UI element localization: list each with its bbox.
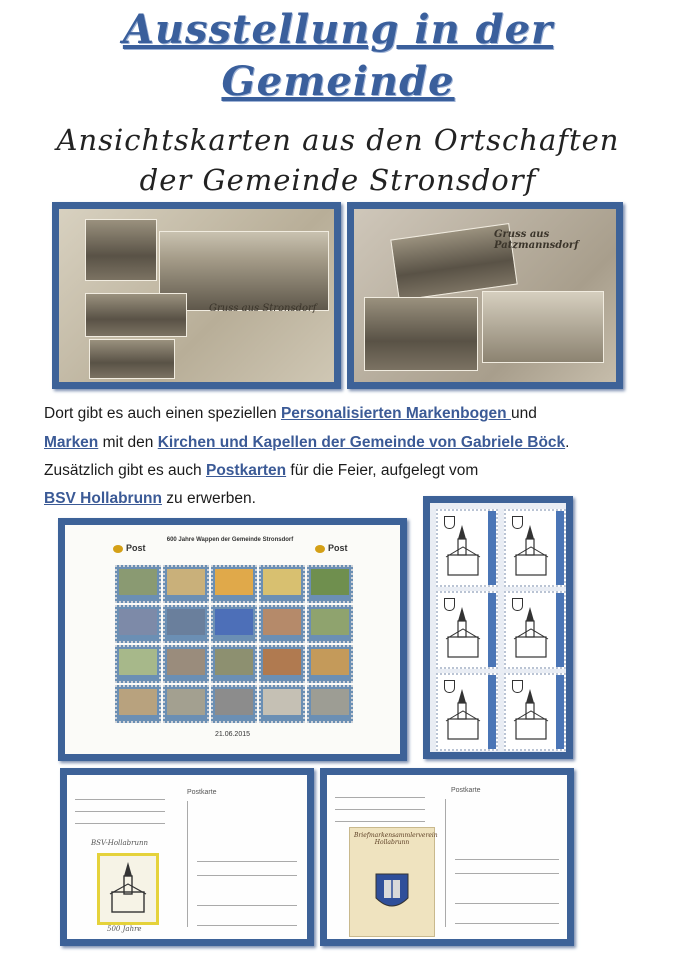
- stamp: [307, 645, 353, 683]
- club-name: Briefmarkensammlerverein Hollabrunn: [354, 832, 438, 846]
- stamp: [259, 685, 305, 723]
- page-title-line1: Ausstellung in der: [122, 6, 554, 53]
- post-logo-left: Post: [113, 543, 146, 553]
- stamp: [115, 685, 161, 723]
- post-horn-icon: [315, 545, 325, 553]
- stamp: [163, 645, 209, 683]
- village-photo: [85, 293, 187, 337]
- text-plain: und: [510, 405, 537, 422]
- address-line: [455, 859, 559, 860]
- stamp: [115, 605, 161, 643]
- church-stamps-block: [423, 496, 573, 759]
- stamp: [259, 565, 305, 603]
- stamp: [211, 605, 257, 643]
- card1-caption: Gruss aus Stronsdorf: [209, 303, 317, 314]
- church-stamp: [504, 673, 566, 751]
- stamp: [307, 605, 353, 643]
- link-postkarten[interactable]: Postkarten: [205, 462, 287, 479]
- stamp: [211, 685, 257, 723]
- church-stamp-grid: [430, 503, 566, 752]
- address-line: [335, 809, 425, 810]
- stamp: [259, 645, 305, 683]
- address-line: [75, 799, 165, 800]
- address-line: [455, 923, 559, 924]
- text-line-3: [44, 457, 644, 485]
- school-photo: [89, 339, 175, 379]
- church-stamp: [436, 509, 498, 587]
- text-plain: .: [565, 434, 570, 451]
- text-line-2: [44, 429, 644, 457]
- stamp: [115, 645, 161, 683]
- stamp: [163, 605, 209, 643]
- subtitle-line1: Ansichtskarten aus den Ortschaften: [56, 123, 620, 157]
- postcard-briefmarkenverein: [320, 768, 574, 946]
- post-logo-right: Post: [315, 543, 348, 553]
- church-stamp: [436, 673, 498, 751]
- church-photo-2: [364, 297, 478, 371]
- address-line: [455, 903, 559, 904]
- divider-line: [187, 801, 188, 927]
- church-stamp: [436, 591, 498, 669]
- stamp-design-box: [349, 827, 438, 937]
- link-personalisierter-markenbogen[interactable]: Personalisierten Markenbogen: [280, 405, 511, 422]
- page-title-line2: Gemeinde: [221, 58, 455, 105]
- link-marken[interactable]: Marken: [44, 434, 99, 451]
- address-line: [75, 823, 165, 824]
- text-plain: Dort gibt es auch einen speziellen: [44, 405, 281, 422]
- church-stamp: [504, 509, 566, 587]
- anniversary-text: 500 Jahre: [107, 925, 142, 933]
- landscape-photo: [482, 291, 604, 363]
- text-plain: mit den: [98, 434, 158, 451]
- stamp: [163, 565, 209, 603]
- stamp: [307, 565, 353, 603]
- divider-line: [445, 799, 446, 927]
- postcard-bsv-hollabrunn: [60, 768, 314, 946]
- postcard-title: Postkarte: [187, 789, 217, 796]
- address-line: [335, 797, 425, 798]
- stamp: [163, 685, 209, 723]
- church-stamp: [504, 591, 566, 669]
- text-plain: für die Feier, aufgelegt vom: [286, 462, 479, 479]
- stamp: [211, 645, 257, 683]
- stamp-design-box: [97, 853, 159, 925]
- address-line: [197, 875, 297, 876]
- address-line: [455, 873, 559, 874]
- postcard-title: Postkarte: [451, 787, 481, 794]
- text-line-1: [44, 400, 644, 428]
- stamp: [211, 565, 257, 603]
- personalized-stamp-sheet: [58, 518, 407, 761]
- stamp: [307, 685, 353, 723]
- stamp: [259, 605, 305, 643]
- sheet-date: 21.06.2015: [214, 731, 251, 738]
- club-name: BSV-Hollabrunn: [91, 839, 149, 847]
- vintage-postcard-patzmannsdorf: [347, 202, 623, 389]
- address-line: [75, 811, 165, 812]
- link-bsv-hollabrunn[interactable]: BSV Hollabrunn: [44, 490, 162, 507]
- card2-caption: Gruss aus Patzmannsdorf: [494, 229, 579, 251]
- sheet-heading: 600 Jahre Wappen der Gemeinde Stronsdorf: [166, 537, 294, 543]
- text-plain: Zusätzlich gibt es auch: [44, 462, 206, 479]
- address-line: [197, 905, 297, 906]
- stamp: [115, 565, 161, 603]
- text-plain: zu erwerben.: [161, 490, 256, 507]
- address-line: [197, 925, 297, 926]
- link-kirchen-und-kapellen[interactable]: Kirchen und Kapellen der Gemeinde von Gabriele Böck: [157, 434, 566, 451]
- address-line: [197, 861, 297, 862]
- subtitle-line2: der Gemeinde Stronsdorf: [139, 163, 537, 197]
- church-photo: [85, 219, 157, 281]
- coat-of-arms-icon: [350, 828, 438, 936]
- church-drawing-icon: [100, 856, 156, 922]
- vintage-postcard-stronsdorf: [52, 202, 341, 389]
- address-line: [335, 821, 425, 822]
- post-horn-icon: [113, 545, 123, 553]
